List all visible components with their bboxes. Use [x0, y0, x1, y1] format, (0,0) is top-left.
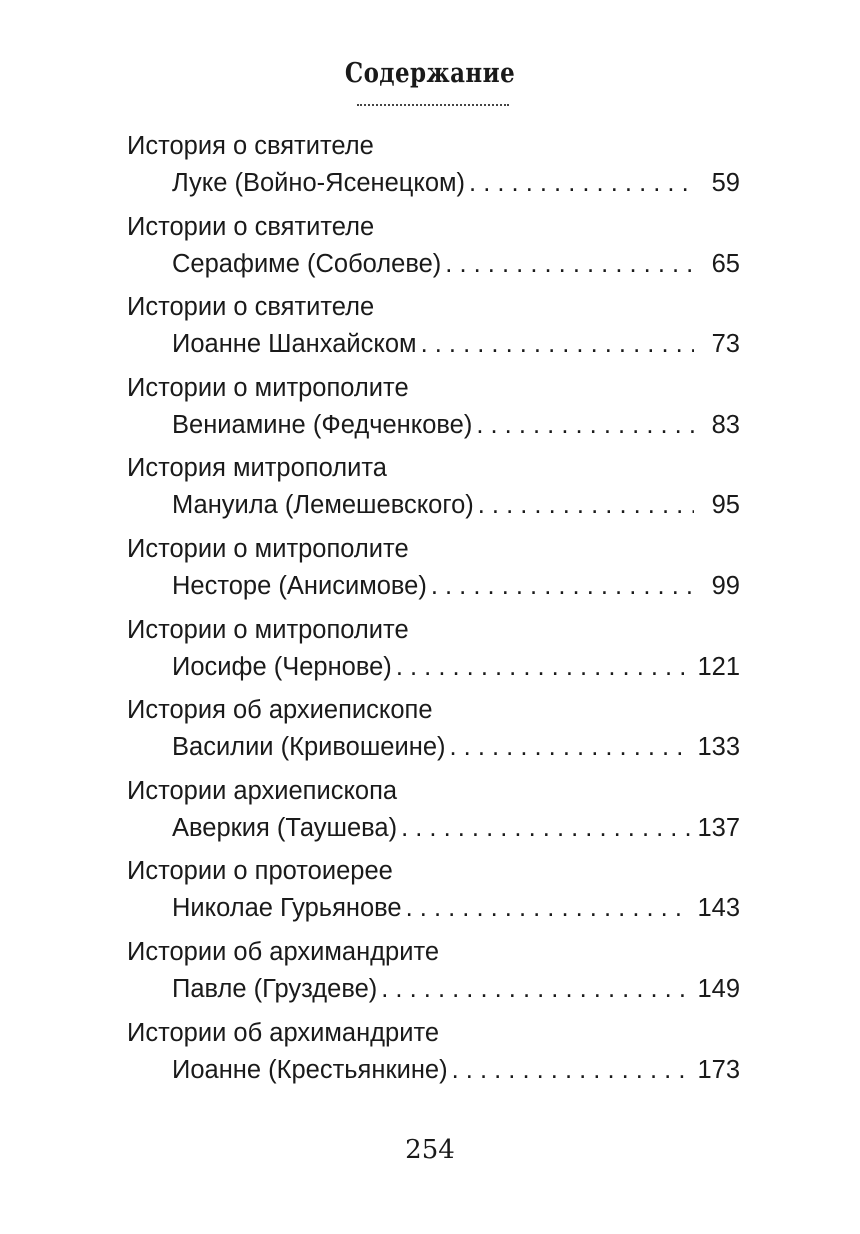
dot-leader — [452, 1052, 692, 1089]
entry-heading: Истории архиепископа — [127, 776, 398, 805]
entry-page-number: 59 — [711, 169, 740, 197]
dot-leader — [476, 407, 694, 444]
toc-entry[interactable] — [127, 531, 740, 612]
entry-page-number: 173 — [697, 1055, 740, 1084]
entry-page-number: 149 — [697, 974, 740, 1003]
entry-name: Луке (Войно-Ясенецком) — [172, 169, 466, 197]
toc-entry[interactable] — [127, 1015, 740, 1096]
toc-entry[interactable] — [127, 773, 740, 854]
entry-heading: История о святителе — [127, 132, 374, 160]
toc-entry[interactable] — [127, 692, 740, 773]
dot-leader — [401, 810, 691, 847]
dot-leader — [445, 246, 694, 283]
entry-heading: Истории о протоиерее — [127, 857, 393, 886]
dot-leader — [478, 487, 694, 524]
entry-name: Вениамине (Федченкове) — [172, 410, 473, 439]
entry-page-number: 95 — [711, 491, 740, 520]
entry-name: Серафиме (Соболеве) — [172, 249, 442, 278]
dot-leader — [406, 890, 692, 927]
entry-heading: Истории о митрополите — [127, 615, 409, 644]
entry-page-number: 65 — [711, 249, 740, 278]
entry-heading: Истории о святителе — [127, 293, 375, 322]
toc-entry[interactable] — [127, 289, 740, 370]
entry-heading: Истории о святителе — [127, 212, 375, 241]
entry-name: Павле (Груздеве) — [172, 974, 378, 1003]
toc-entry[interactable] — [127, 853, 740, 934]
entry-name: Аверкия (Таушева) — [172, 813, 398, 842]
toc-entry[interactable] — [127, 934, 740, 1015]
entry-heading: Истории об архимандрите — [127, 1018, 440, 1047]
entry-heading: История об архиепископе — [127, 696, 433, 725]
dot-leader — [396, 649, 692, 686]
dot-leader — [381, 971, 691, 1008]
dot-leader — [450, 729, 692, 766]
entry-heading: Истории о митрополите — [127, 534, 409, 563]
entry-name: Иоанне (Крестьянкине) — [172, 1055, 448, 1084]
title-divider — [357, 104, 509, 106]
table-of-contents — [127, 128, 740, 1095]
entry-name: Николае Гурьянове — [172, 894, 402, 923]
page-title: Содержание — [344, 58, 516, 89]
toc-entry[interactable] — [127, 209, 740, 290]
entry-heading: История митрополита — [127, 454, 387, 483]
entry-page-number: 143 — [697, 894, 740, 923]
dot-leader — [421, 326, 694, 363]
entry-page-number: 83 — [711, 410, 740, 439]
toc-entry[interactable] — [127, 450, 740, 531]
entry-page-number: 99 — [711, 571, 740, 600]
entry-name: Иоанне Шанхайском — [172, 330, 417, 359]
entry-page-number: 137 — [697, 813, 740, 842]
entry-name: Несторе (Анисимове) — [172, 571, 427, 600]
entry-heading: Истории об архимандрите — [127, 937, 440, 966]
toc-entry[interactable] — [127, 370, 740, 451]
dot-leader — [431, 568, 694, 605]
entry-name: Иосифе (Чернове) — [172, 652, 392, 681]
entry-page-number: 133 — [697, 733, 740, 762]
entry-page-number: 73 — [711, 330, 740, 359]
entry-name: Василии (Кривошеине) — [172, 733, 446, 762]
dot-leader — [469, 165, 694, 202]
toc-entry[interactable] — [127, 128, 740, 209]
entry-name: Мануила (Лемешевского) — [172, 491, 474, 520]
toc-entry[interactable] — [127, 612, 740, 693]
page-number: 254 — [405, 1135, 455, 1165]
entry-page-number: 121 — [697, 652, 740, 681]
entry-heading: Истории о митрополите — [127, 373, 409, 402]
